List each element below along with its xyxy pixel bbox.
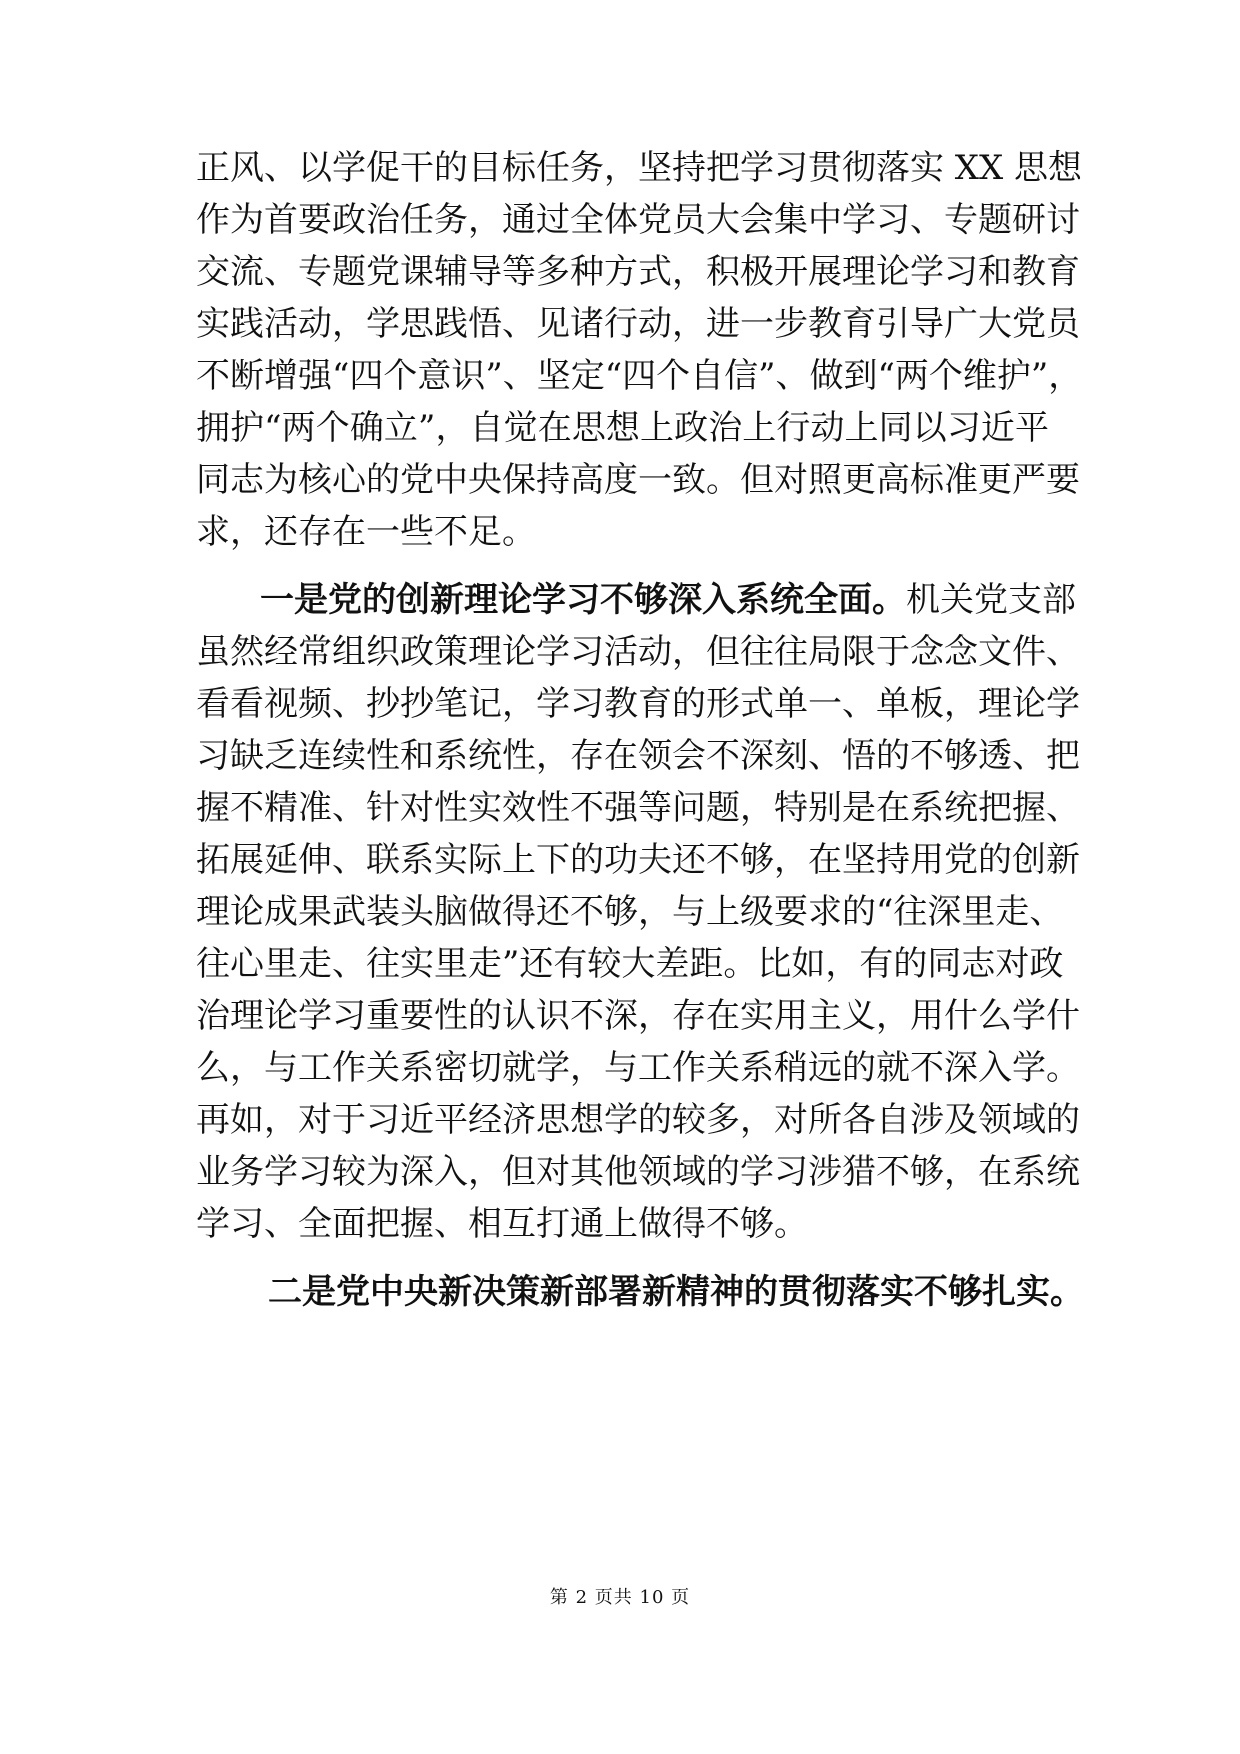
paragraph-2-line-12: 业务学习较为深入，但对其他领域的学习涉猎不够，在系统 xyxy=(196,1152,1080,1192)
paragraph-2-line-5: 握不精准、针对性实效性不强等问题，特别是在系统把握、 xyxy=(196,788,1080,828)
paragraph-1-line-6: 拥护“两个确立”，自觉在思想上政治上行动上同以习近平 xyxy=(196,408,1049,448)
paragraph-2-line-3: 看看视频、抄抄笔记，学习教育的形式单一、单板，理论学 xyxy=(196,684,1080,724)
paragraph-1-line-3: 交流、专题党课辅导等多种方式，积极开展理论学习和教育 xyxy=(196,252,1080,292)
paragraph-1-line-4: 实践活动，学思践悟、见诸行动，进一步教育引导广大党员 xyxy=(196,304,1080,344)
page-number: 第 2 页共 10 页 xyxy=(549,1587,691,1608)
paragraph-2-line-11: 再如，对于习近平经济思想学的较多，对所各自涉及领域的 xyxy=(196,1100,1080,1140)
paragraph-2-line-6: 拓展延伸、联系实际上下的功夫还不够，在坚持用党的创新 xyxy=(196,840,1080,880)
paragraph-2-line-13: 学习、全面把握、相互打通上做得不够。 xyxy=(196,1204,808,1244)
paragraph-2-line-7: 理论成果武装头脑做得还不够，与上级要求的“往深里走、 xyxy=(196,892,1064,932)
paragraph-1-line-1: 正风、以学促干的目标任务，坚持把学习贯彻落实 XX 思想 xyxy=(196,148,1083,188)
section-heading-2: 二是党中央新决策新部署新精神的贯彻落实不够扎实。 xyxy=(268,1272,1084,1312)
paragraph-2-line-9: 治理论学习重要性的认识不深，存在实用主义，用什么学什 xyxy=(196,996,1080,1036)
paragraph-1-line-8: 求，还存在一些不足。 xyxy=(196,512,536,552)
paragraph-2-line-4: 习缺乏连续性和系统性，存在领会不深刻、悟的不够透、把 xyxy=(196,736,1080,776)
paragraph-2-line-1 xyxy=(260,580,1076,620)
paragraph-1-line-5: 不断增强“四个意识”、坚定“四个自信”、做到“两个维护”， xyxy=(196,356,1083,396)
paragraph-2-line-10: 么，与工作关系密切就学，与工作关系稍远的就不深入学。 xyxy=(196,1048,1080,1088)
paragraph-1-line-7: 同志为核心的党中央保持高度一致。但对照更高标准更严要 xyxy=(196,460,1080,500)
paragraph-1-line-2: 作为首要政治任务，通过全体党员大会集中学习、专题研讨 xyxy=(196,200,1080,240)
paragraph-2-line-8: 往心里走、往实里走”还有较大差距。比如，有的同志对政 xyxy=(196,944,1064,984)
paragraph-2-first-line-rest: 机关党支部 xyxy=(906,580,1076,620)
section-heading-1: 一是党的创新理论学习不够深入系统全面。 xyxy=(260,580,906,620)
paragraph-2-line-2: 虽然经常组织政策理论学习活动，但往往局限于念念文件、 xyxy=(196,632,1080,672)
